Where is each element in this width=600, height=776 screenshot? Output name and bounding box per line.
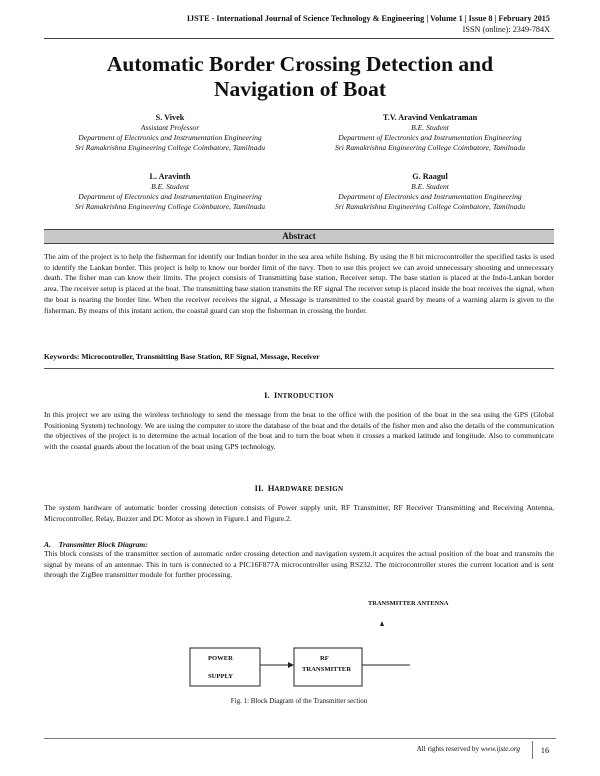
section-number: II. (254, 483, 264, 493)
journal-header: IJSTE - International Journal of Science Technology & Engineering | Volume 1 | Issue 8 | February 2015 (186, 14, 550, 23)
author-college: Sri Ramakrishna Engineering College Coimbatore, Tamilnadu (74, 202, 266, 211)
author-college: Sri Ramakrishna Engineering College Coimbatore, Tamilnadu (334, 143, 526, 152)
site-link[interactable]: www.ijste.org (480, 745, 520, 753)
author-college: Sri Ramakrishna Engineering College Coimbatore, Tamilnadu (74, 143, 266, 152)
keywords: Keywords: Microcontroller, Transmitting Base Station, RF Signal, Message, Receiver (44, 352, 320, 361)
subsection-text: This block consists of the transmitter section of automatic order crossing detection and navigation system.it acquires the actual position of the boat and transmits the signal by means of an antennae. This in turn is connected to a PIC16F877A microcontroller using RS232. The microcontroller stores the current location and is sent through the ZigBee transmitter module for further processing. (44, 549, 554, 580)
title-line-2: Navigation of Boat (214, 77, 386, 101)
header-rule (44, 38, 554, 39)
block-diagram (170, 608, 450, 698)
connector-arrowhead (288, 662, 294, 668)
subsection-heading (44, 540, 148, 549)
author-name: T.V. Aravind Venkatraman (382, 113, 478, 122)
author-role: B.E. Student (151, 182, 189, 191)
subsection-label: A. (44, 540, 51, 549)
author-role: B.E. Student (411, 123, 449, 132)
power-supply-label-1: POWER (208, 655, 233, 662)
page-number: 16 (532, 741, 557, 759)
author-dept: Department of Electronics and Instrumentation Engineering (78, 192, 262, 201)
author-dept: Department of Electronics and Instrumentation Engineering (78, 133, 262, 142)
footer-rule (44, 738, 556, 739)
author-dept: Department of Electronics and Instrumentation Engineering (338, 133, 522, 142)
section-title-rest: ARDWARE DESIGN (274, 485, 344, 493)
author-name: L. Aravinth (149, 172, 191, 181)
author-block-1 (40, 113, 300, 153)
section-title-initial: H (267, 483, 275, 493)
antenna-label: TRANSMITTER ANTENNA (368, 600, 449, 607)
author-block-4 (300, 172, 560, 212)
power-supply-label-2: SUPPLY (208, 673, 234, 680)
section-title-initial: I (273, 390, 278, 400)
author-block-2 (300, 113, 560, 153)
copyright-footer (320, 745, 520, 753)
author-college: Sri Ramakrishna Engineering College Coimbatore, Tamilnadu (334, 202, 526, 211)
rf-label-2: TRANSMITTER (302, 666, 352, 673)
introduction-text: In this project we are using the wireless technology to send the message from the boat to the office with the position of the boat in the sea using the GPS (Global Positioning System) technology. We are using the computer to store the database of the boat and the details of the fisher men and also the details of the communication the objectives of the project is to determine the actual location of the boat and to turn the boat when it crosses a marked latitude and longitude. Also to communicate with the coastal guards about the location of the boat using GPS technology. (44, 410, 554, 452)
author-name: S. Vivek (155, 113, 185, 122)
figure-caption: Fig. 1: Block Diagram of the Transmitter section (230, 697, 368, 705)
subsection-title: Transmitter Block Diagram: (58, 540, 148, 549)
issn-line: ISSN (online): 2349-784X (462, 25, 550, 34)
rf-label-1: RF (320, 655, 329, 662)
section-title-rest: NTRODUCTION (277, 392, 334, 400)
abstract-text: The aim of the project is to help the fisherman for identify our Indian border in the sea area while fishing. By using the 8 bit microcontroller the specified tasks is used to identify the Lankan border. This project is help to know our border limit of the navy. Then to use this project we can avoid unnecessary shooting and unnecessary death. The fisher man can know their limits. The project consists of Transmitting base station, Receiver setup. The base station is placed at the Indo-Lankan border area. The receiver setup is placed at the boat. The transmitting base station transmits the RF signal The receiver setup is placed inside the boat receives the signal, when the boat is nearing the border line. When the receiver receives the signal, a Message is transmitted to the coastal guard by means of a warning alarm is given to the fisherman. By means of this instant action, the coastal guard can stop the fisherman in crossing the border. (44, 252, 554, 315)
hardware-text: The system hardware of automatic border crossing detection consists of Power supply unit, RF Transmitter, RF Receiver Transmitting and Receiving Antenna, Microcontroller, Relay, Buzzer and DC Motor as shown in Figure.1 and Figure.2. (44, 503, 554, 523)
section-number: I. (264, 390, 270, 400)
keywords-rule (44, 368, 554, 369)
paper-title (40, 52, 560, 102)
author-dept: Department of Electronics and Instrumentation Engineering (338, 192, 522, 201)
title-line-1: Automatic Border Crossing Detection and (106, 52, 494, 76)
power-supply-box (190, 648, 260, 686)
abstract-heading: Abstract (44, 229, 554, 244)
author-block-3 (40, 172, 300, 212)
copyright-text: All rights reserved by (416, 745, 481, 753)
section-heading-introduction (44, 390, 554, 400)
antenna-arrow (380, 621, 384, 626)
section-heading-hardware (44, 483, 554, 493)
author-role: Assistant Professor (140, 123, 200, 132)
author-name: G. Raagul (412, 172, 448, 181)
author-role: B.E. Student (411, 182, 449, 191)
